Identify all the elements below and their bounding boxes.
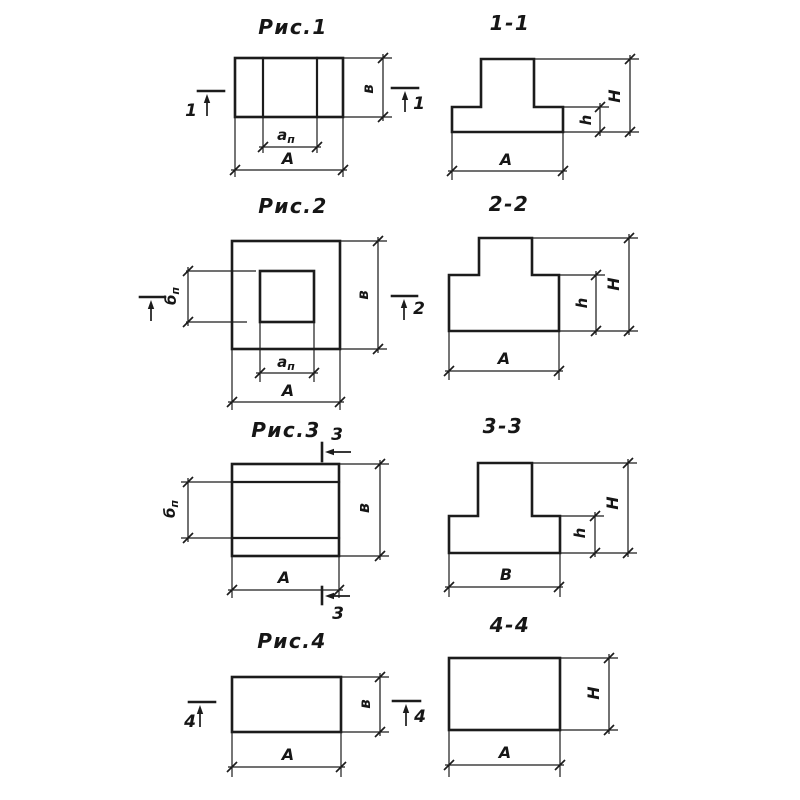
fig3-plan-dim-height (354, 459, 385, 561)
fig4-section-title: 4-4 (489, 613, 531, 637)
fig3-cut-top-label: 3 (331, 425, 343, 445)
fig1-plan-height-label: в (359, 84, 377, 94)
fig4-plan-dim-height (356, 672, 385, 737)
cut-arrow-icon (403, 704, 409, 713)
fig4-section-total-height-label: Н (584, 686, 603, 700)
fig4-section-width-label: А (498, 743, 512, 762)
fig3-section-dim-total-height (603, 458, 633, 558)
fig2-plan (140, 194, 425, 410)
cut-arrow-icon (148, 300, 154, 309)
fig2-plan-title: Рис.2 (258, 194, 328, 218)
fig3-plan-inner-height-label: $б_п$ (161, 499, 181, 519)
fig1-cut-left-label: 1 (185, 101, 197, 121)
fig3-plan-overall-width-label: А (277, 568, 291, 587)
fig4-section-outline (449, 658, 560, 730)
cut-arrow-icon (325, 593, 334, 599)
fig1-cut-mark-right (392, 88, 425, 114)
fig2-plan-dim-inner-height (162, 266, 193, 327)
fig1-section-dim-total-height (605, 54, 635, 137)
fig3-cut-bottom-label: 3 (332, 604, 344, 624)
fig4-section-extension-lines (449, 658, 618, 777)
fig1-plan-title: Рис.1 (258, 15, 328, 39)
fig4-plan-overall-width-label: А (281, 745, 295, 764)
fig1-section-total-height-label: Н (605, 89, 624, 103)
fig1-section-title: 1-1 (489, 11, 531, 35)
fig3-plan (161, 418, 389, 624)
fig4-plan-dim-overall-width (227, 745, 346, 772)
fig2-section-dim-slab-height (573, 270, 601, 336)
fig2-section (444, 192, 638, 380)
cut-arrow-icon (402, 91, 408, 100)
fig3-section (444, 414, 637, 597)
fig1-plan-dim-overall-width (230, 149, 348, 175)
fig3-cut-mark-top (322, 425, 351, 461)
fig1-cut-right-label: 1 (413, 94, 425, 114)
fig1-plan-column-strip-lines (263, 58, 317, 117)
fig2-plan-dim-inner-width (255, 353, 319, 378)
fig1-cut-mark-left (185, 91, 224, 121)
fig2-section-slab-height-label: h (573, 297, 591, 309)
cut-arrow-icon (204, 94, 210, 103)
fig2-section-extension-lines (449, 238, 638, 380)
fig2-section-title: 2-2 (488, 192, 530, 216)
fig4-section (444, 613, 618, 777)
fig2-section-width-label: А (497, 349, 511, 368)
fig2-cut-right-label: 2 (413, 299, 425, 319)
fig3-section-total-height-label: Н (603, 496, 622, 510)
fig4-cut-right-label: 4 (414, 707, 426, 727)
fig3-plan-height-label: в (354, 502, 373, 514)
fig2-plan-outline (232, 241, 340, 349)
fig3-section-dim-slab-height (571, 511, 600, 558)
fig1-section-width-label: А (499, 150, 513, 169)
cut-arrow-icon (401, 299, 407, 308)
fig2-plan-height-label: в (354, 290, 372, 300)
fig4-plan-outline (232, 677, 341, 732)
fig4-section-dim-width (444, 743, 565, 770)
fig2-section-total-height-label: Н (604, 277, 623, 291)
fig2-plan-overall-width-label: А (281, 381, 295, 400)
fig3-section-width-label: В (499, 565, 513, 584)
fig3-section-title: 3-3 (482, 414, 524, 438)
fig1-plan-inner-width-label: $а_п$ (277, 126, 295, 146)
fig3-section-outline (449, 463, 560, 553)
fig2-plan-inner-width-label: $а_п$ (277, 353, 295, 373)
cut-arrow-icon (197, 705, 203, 714)
fig1-plan-outline (235, 58, 343, 117)
fig3-section-dim-width (444, 565, 564, 592)
fig4-cut-left-label: 4 (184, 712, 196, 732)
fig2-plan-dim-height (354, 236, 383, 354)
fig3-plan-strip-lines (232, 482, 339, 538)
fig1-section-outline (452, 59, 563, 132)
cut-arrow-icon (325, 449, 334, 455)
fig4-plan-height-label: в (356, 699, 374, 709)
fig1-section-slab-height-label: h (577, 114, 595, 126)
fig2-section-outline (449, 238, 559, 331)
fig1-plan-dim-height (359, 53, 388, 122)
fig4-plan-extension-lines (232, 677, 389, 777)
fig4-cut-mark-right (393, 701, 426, 727)
fig3-plan-dim-inner-height (161, 477, 193, 543)
fig4-plan (183, 629, 426, 777)
fig2-section-dim-total-height (604, 233, 634, 336)
fig4-section-dim-total-height (584, 653, 614, 735)
fig3-section-slab-height-label: h (571, 527, 589, 539)
fig1-section-dim-width (447, 150, 568, 176)
fig1-plan (185, 15, 425, 177)
fig1-section (447, 11, 639, 180)
fig1-plan-overall-width-label: А (281, 149, 295, 168)
fig4-cut-mark-left (183, 702, 215, 732)
fig4-plan-title: Рис.4 (257, 629, 327, 653)
fig2-plan-dim-overall-width (227, 381, 345, 407)
fig3-plan-title: Рис.3 (251, 418, 321, 442)
fig3-plan-dim-overall-width (227, 568, 344, 595)
fig2-plan-inner-square (260, 271, 314, 322)
fig2-cut-mark-right (392, 296, 425, 320)
fig2-section-dim-width (444, 349, 564, 376)
fig3-plan-outline (232, 464, 339, 556)
fig2-plan-inner-height-label: $б_п$ (162, 286, 182, 306)
